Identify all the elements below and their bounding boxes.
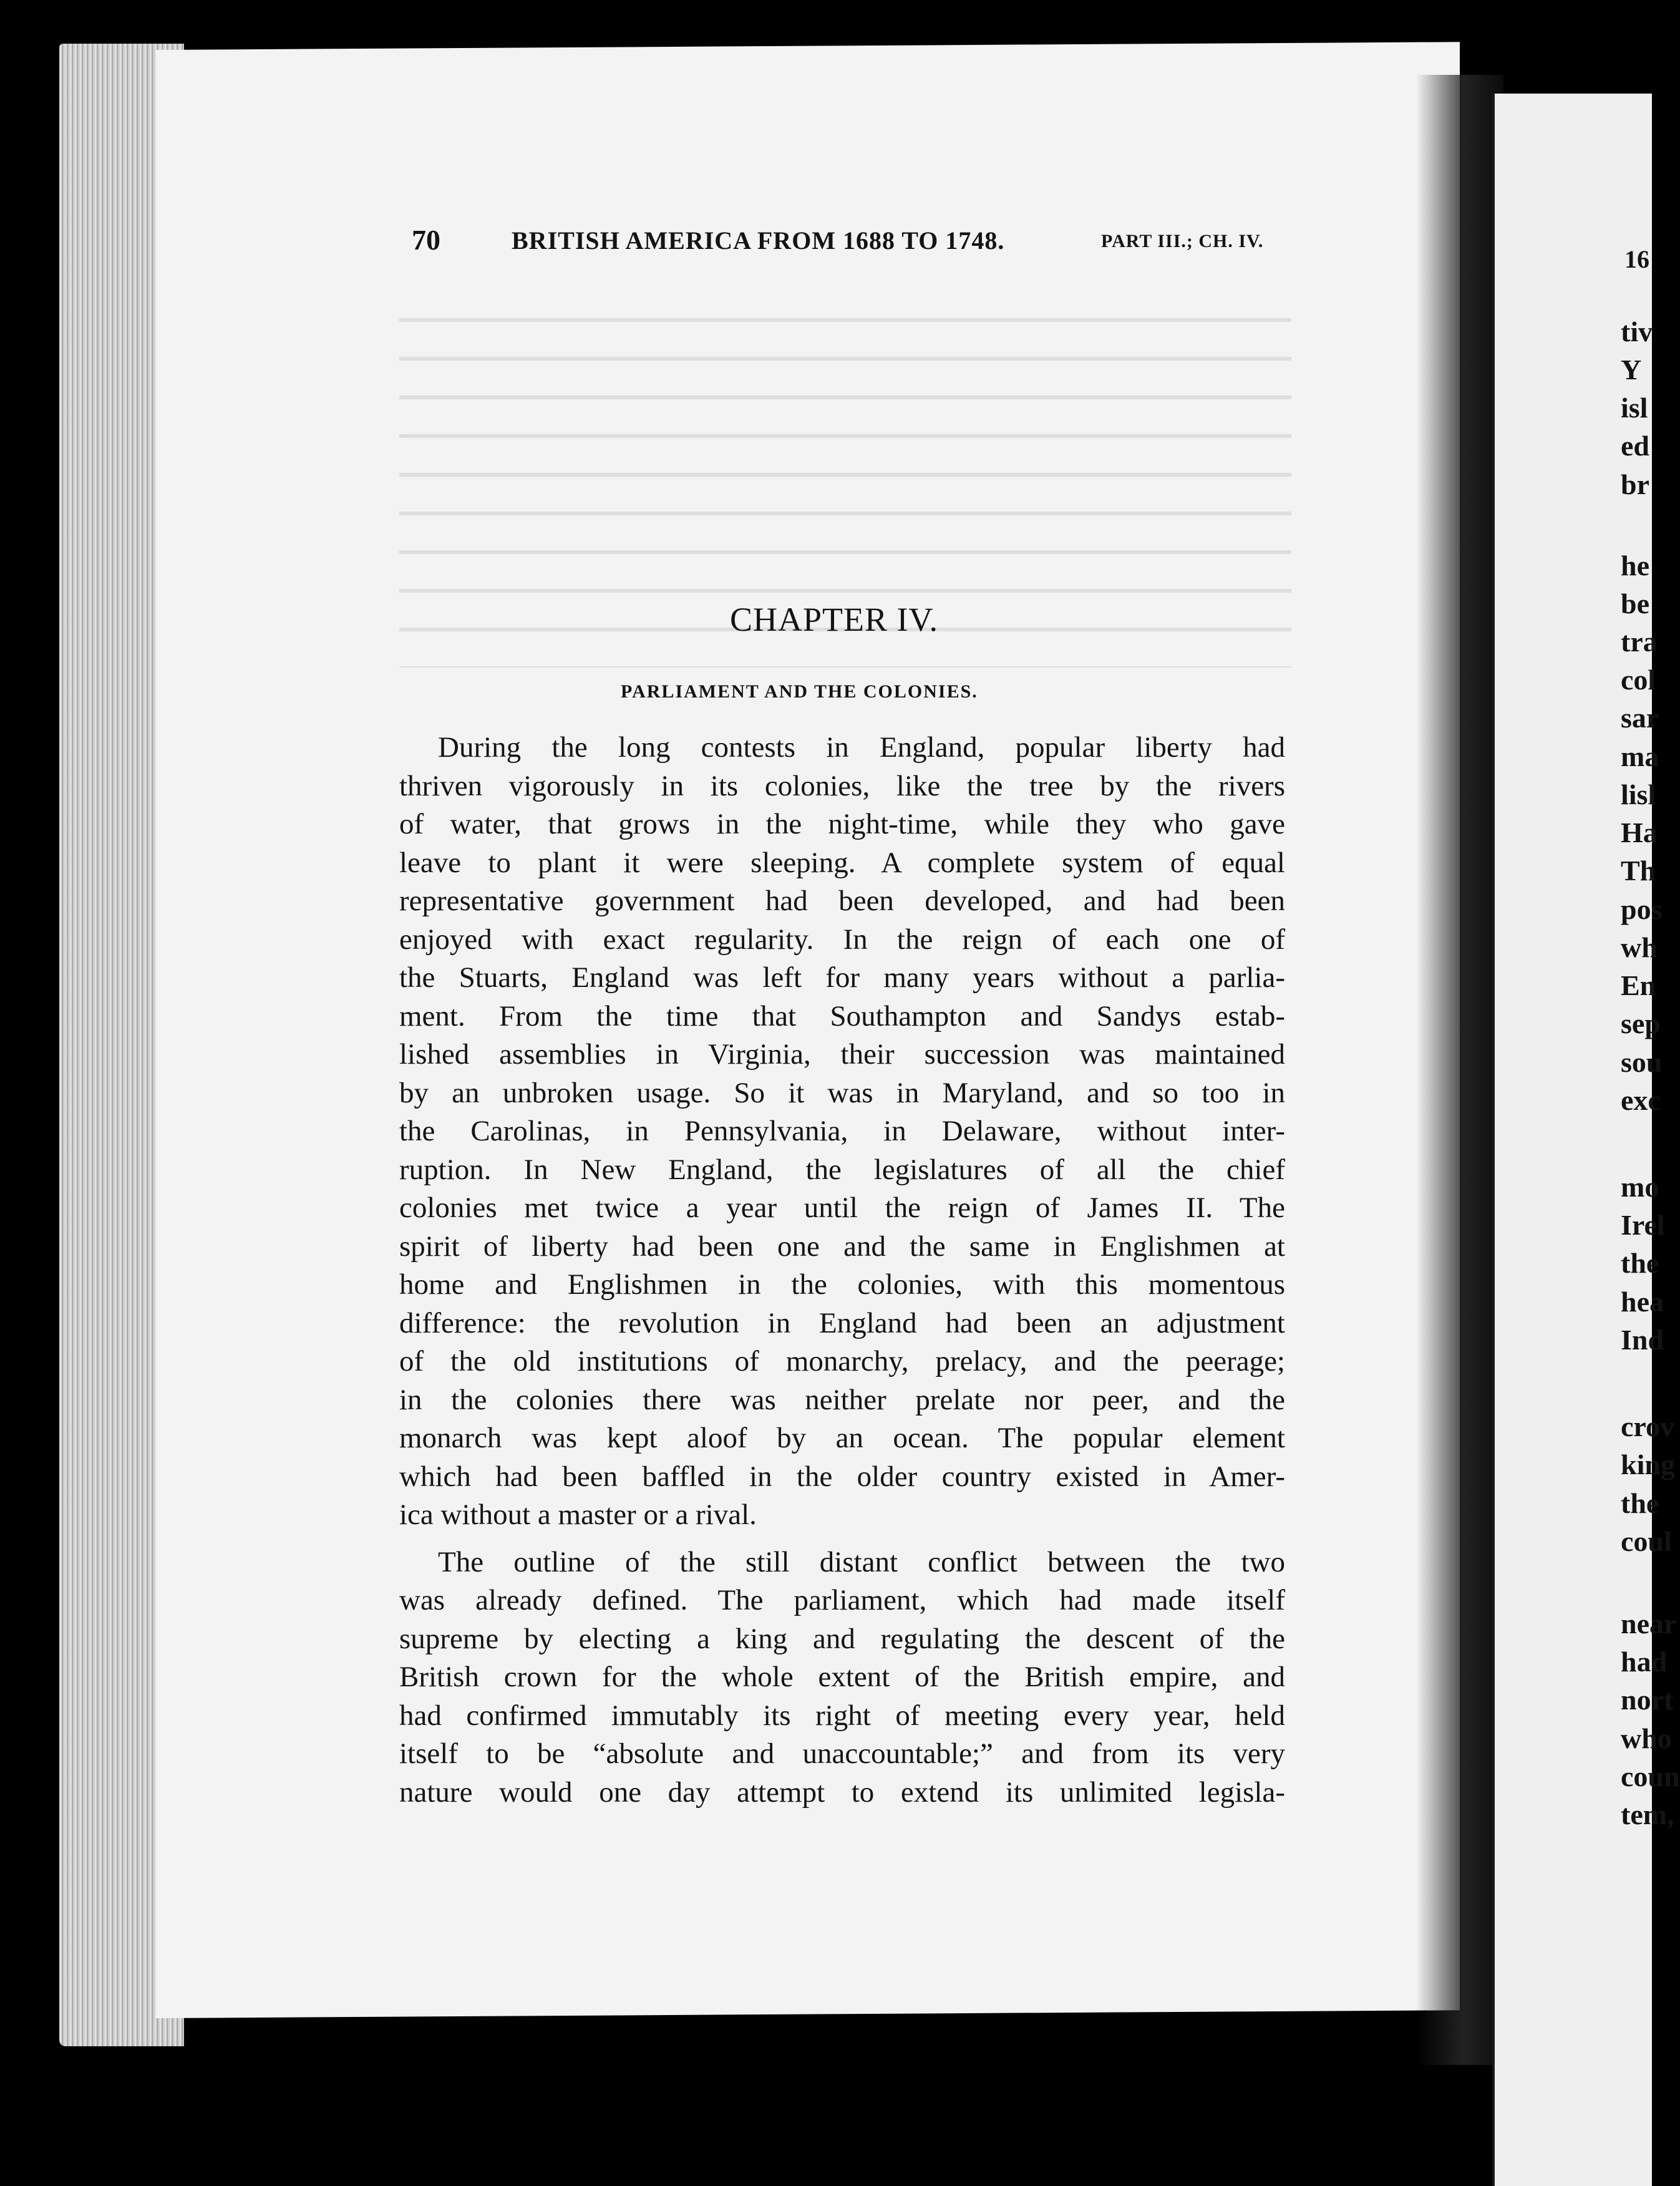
- facing-text-fragment: wh: [1621, 931, 1658, 963]
- text-line: ment. From the time that Southampton and Sandys estab-: [399, 999, 1285, 1032]
- text-line: supreme by electing a king and regulating the descent of the: [399, 1622, 1285, 1655]
- paragraph-gap: [399, 1535, 1285, 1543]
- facing-text-fragment: ed: [1621, 430, 1649, 462]
- facing-text-fragment: Y: [1621, 354, 1642, 386]
- text-line: in the colonies there was neither prelate nor peer, and the: [399, 1383, 1285, 1416]
- text-line: the Carolinas, in Pennsylvania, in Delaware, without inter-: [399, 1115, 1285, 1147]
- facing-text-fragment: the: [1621, 1247, 1659, 1279]
- facing-text-fragment: he: [1621, 550, 1649, 581]
- chapter-title: CHAPTER IV.: [730, 601, 939, 638]
- facing-page-number: 16: [1624, 245, 1649, 273]
- facing-text-fragment: lisl: [1621, 779, 1656, 810]
- facing-text-fragment: hea: [1621, 1286, 1664, 1318]
- text-line: had confirmed immutably its right of meeting every year, held: [399, 1699, 1285, 1732]
- facing-text-fragment: ma: [1621, 741, 1659, 772]
- text-line: ruption. In New England, the legislatures of all the chief: [399, 1153, 1285, 1186]
- text-line: enjoyed with exact regularity. In the reign of each one of: [399, 923, 1285, 956]
- facing-text-fragment: Ha: [1621, 817, 1658, 848]
- text-line: representative government had been developed, and had been: [399, 885, 1285, 917]
- facing-text-fragment: En: [1621, 969, 1656, 1001]
- facing-text-fragment: had: [1621, 1646, 1668, 1678]
- paragraph-1: [399, 729, 1285, 1535]
- facing-text-fragment: br: [1621, 469, 1649, 500]
- facing-text-fragment: the: [1621, 1487, 1659, 1519]
- facing-text-fragment: tem,: [1621, 1799, 1674, 1830]
- text-line: spirit of liberty had been one and the same in Englishmen at: [399, 1230, 1285, 1263]
- facing-text-fragment: isl: [1621, 392, 1648, 424]
- text-line: the Stuarts, England was left for many years without a parlia-: [399, 961, 1285, 994]
- facing-text-fragment: col: [1621, 664, 1656, 696]
- text-line: thriven vigorously in its colonies, like the tree by the rivers: [399, 769, 1285, 802]
- facing-text-fragment: near: [1621, 1608, 1677, 1640]
- text-line: monarch was kept aloof by an ocean. The popular element: [399, 1422, 1285, 1454]
- facing-text-fragment: pos: [1621, 893, 1663, 925]
- text-line: nature would one day attempt to extend its unlimited legisla-: [399, 1776, 1285, 1809]
- text-line: home and Englishmen in the colonies, with this momentous: [399, 1268, 1285, 1301]
- facing-text-fragment: sar: [1621, 702, 1659, 734]
- paragraph-2: [399, 1543, 1285, 1812]
- facing-text-fragment: exc: [1621, 1084, 1661, 1116]
- text-line: by an unbroken usage. So it was in Maryland, and so too in: [399, 1076, 1285, 1109]
- facing-text-fragment: nort: [1621, 1684, 1674, 1716]
- text-line: The outline of the still distant conflict between the two: [438, 1545, 1285, 1578]
- text-line: During the long contests in England, popular liberty had: [438, 731, 1285, 764]
- facing-text-fragment: tiv: [1621, 316, 1653, 347]
- page-number: 70: [412, 224, 440, 256]
- body-text: [399, 729, 1285, 1812]
- facing-text-fragment: coun: [1621, 1761, 1680, 1792]
- text-line: of water, that grows in the night-time, while they who gave: [399, 808, 1285, 840]
- facing-text-fragment: coul: [1621, 1525, 1672, 1557]
- facing-text-fragment: sou: [1621, 1046, 1663, 1078]
- text-line: which had been baffled in the older country existed in Amer-: [399, 1460, 1285, 1493]
- running-head: [412, 223, 1323, 267]
- chapter-subtitle: PARLIAMENT AND THE COLONIES.: [621, 681, 978, 702]
- text-line: lished assemblies in Virginia, their succession was maintained: [399, 1038, 1285, 1071]
- facing-text-fragment: mo: [1621, 1171, 1659, 1203]
- text-line: British crown for the whole extent of the British empire, and: [399, 1661, 1285, 1693]
- binding-gutter: [1416, 75, 1503, 2065]
- text-line: ica without a master or a rival.: [399, 1499, 757, 1531]
- text-line: itself to be “absolute and unaccountable;” and from its very: [399, 1737, 1285, 1770]
- facing-text-fragment: who: [1621, 1722, 1672, 1754]
- facing-text-fragment: Th: [1621, 855, 1656, 887]
- text-line: difference: the revolution in England had been an adjustment: [399, 1306, 1285, 1339]
- facing-text-fragment: tra: [1621, 626, 1658, 658]
- facing-text-fragment: Ind: [1621, 1324, 1664, 1356]
- running-title: BRITISH AMERICA FROM 1688 TO 1748.: [512, 226, 1005, 255]
- facing-text-fragment: Irel: [1621, 1209, 1665, 1241]
- text-line: colonies met twice a year until the reign of James II. The: [399, 1192, 1285, 1224]
- facing-text-fragment: king: [1621, 1449, 1675, 1480]
- text-line: of the old institutions of monarchy, prelacy, and the peerage;: [399, 1345, 1285, 1377]
- text-line: was already defined. The parliament, which had made itself: [399, 1584, 1285, 1616]
- facing-text-fragment: sep: [1621, 1008, 1661, 1039]
- facing-text-fragment: crov: [1621, 1411, 1675, 1442]
- facing-text-fragment: be: [1621, 588, 1649, 619]
- running-part-chapter: PART III.; CH. IV.: [1101, 231, 1264, 251]
- text-line: leave to plant it were sleeping. A complete system of equal: [399, 846, 1285, 879]
